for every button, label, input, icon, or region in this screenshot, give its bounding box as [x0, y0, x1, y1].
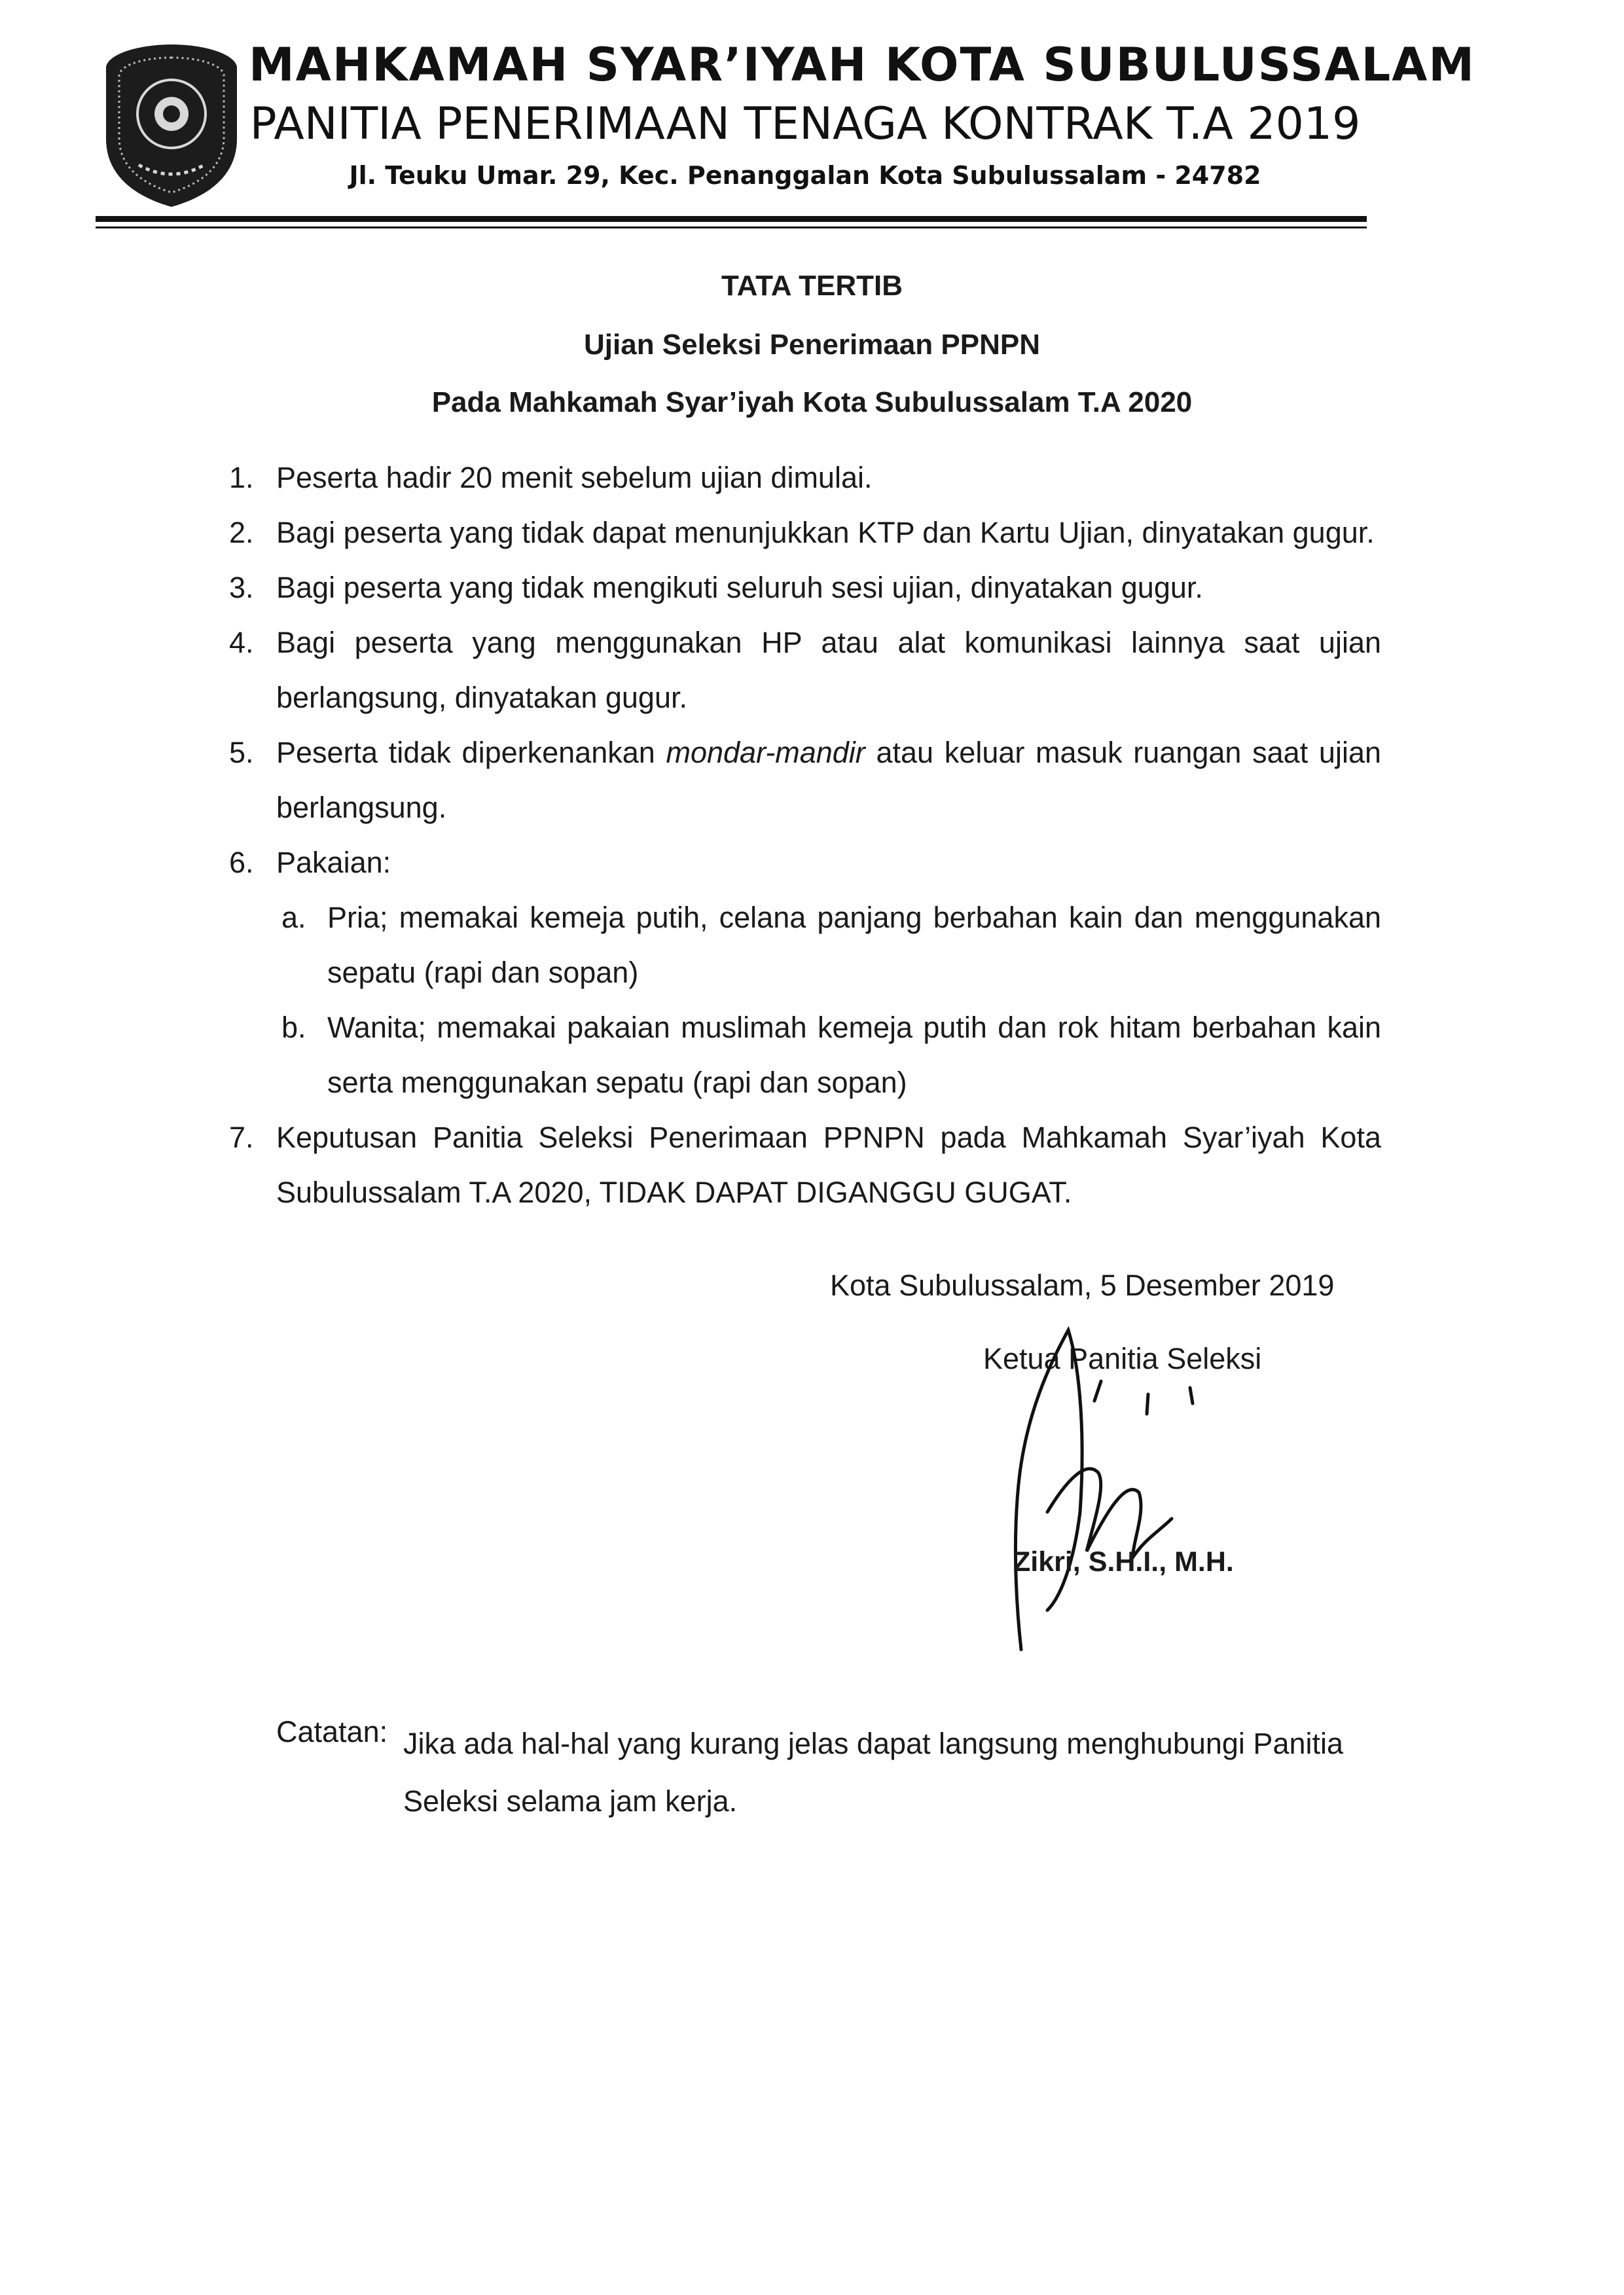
sub-item-letter: b.: [281, 1011, 306, 1044]
document-title: TATA TERTIB: [721, 270, 903, 302]
item-number: 5.: [229, 736, 254, 769]
list-item: [223, 505, 1381, 560]
item-number: 6.: [229, 846, 254, 879]
sub-list-item: [223, 890, 1381, 1000]
note-text: Jika ada hal-hal yang kurang jelas dapat langsung menghubungi Panitia Seleksi selama jam kerja.: [403, 1727, 1344, 1818]
item-text-end: atau keluar masuk ruangan saat ujian berlangsung.: [276, 736, 1381, 824]
item-number: 7.: [229, 1121, 254, 1154]
signer-role: Ketua Panitia Seleksi: [983, 1342, 1262, 1375]
list-item: [223, 725, 1381, 835]
item-text: Peserta hadir 20 menit sebelum ujian dimulai.: [276, 461, 873, 494]
list-item: [223, 450, 1381, 505]
court-emblem-icon: [99, 41, 244, 211]
list-item: [223, 615, 1381, 725]
item-text: Keputusan Panitia Seleksi Penerimaan PPNPN pada Mahkamah Syar’iyah Kota Subulussalam T.A 2020, TIDAK DAPAT DIGANGGU GUGAT.: [276, 1121, 1381, 1209]
list-item: [223, 560, 1381, 615]
signer-name: Zikri, S.H.I., M.H.: [1013, 1546, 1234, 1578]
institution-address: Jl. Teuku Umar. 29, Kec. Penanggalan Kota Subulussalam - 24782: [349, 161, 1261, 190]
item-text: Bagi peserta yang tidak mengikuti seluruh sesi ujian, dinyatakan gugur.: [276, 571, 1203, 604]
place-date: Kota Subulussalam, 5 Desember 2019: [830, 1269, 1335, 1302]
letterhead-divider-thin: [96, 226, 1367, 228]
committee-name: PANITIA PENERIMAAN TENAGA KONTRAK T.A 2019: [249, 98, 1361, 150]
item-text: Bagi peserta yang menggunakan HP atau alat komunikasi lainnya saat ujian berlangsung, dinyatakan gugur.: [276, 626, 1381, 714]
list-item: [223, 1110, 1381, 1220]
note-label: Catatan:: [276, 1715, 388, 1748]
rules-list: [223, 450, 1381, 1220]
list-item: [223, 835, 1381, 890]
document-subtitle: Ujian Seleksi Penerimaan PPNPN: [584, 329, 1040, 361]
document-subtitle-2: Pada Mahkamah Syar’iyah Kota Subulussalam T.A 2020: [431, 386, 1193, 418]
letterhead-divider-thick: [96, 216, 1367, 222]
institution-name: MAHKAMAH SYAR’IYAH KOTA SUBULUSSALAM: [249, 38, 1476, 92]
item-text-start: Peserta tidak diperkenankan: [276, 736, 666, 769]
sub-item-letter: a.: [281, 901, 306, 934]
sub-item-text: Pria; memakai kemeja putih, celana panjang berbahan kain dan menggunakan sepatu (rapi dan sopan): [327, 901, 1381, 989]
item-number: 4.: [229, 626, 254, 659]
item-text-italic: mondar-mandir: [666, 736, 865, 769]
item-number: 3.: [229, 571, 254, 604]
item-text: Bagi peserta yang tidak dapat menunjukkan KTP dan Kartu Ujian, dinyatakan gugur.: [276, 516, 1375, 549]
item-number: 1.: [229, 461, 254, 494]
item-number: 2.: [229, 516, 254, 549]
sub-item-text: Wanita; memakai pakaian muslimah kemeja putih dan rok hitam berbahan kain serta menggunakan sepatu (rapi dan sopan): [327, 1011, 1381, 1099]
item-text: Pakaian:: [276, 846, 391, 879]
handwritten-signature-icon: [982, 1316, 1231, 1656]
sub-list-item: [223, 1000, 1381, 1110]
